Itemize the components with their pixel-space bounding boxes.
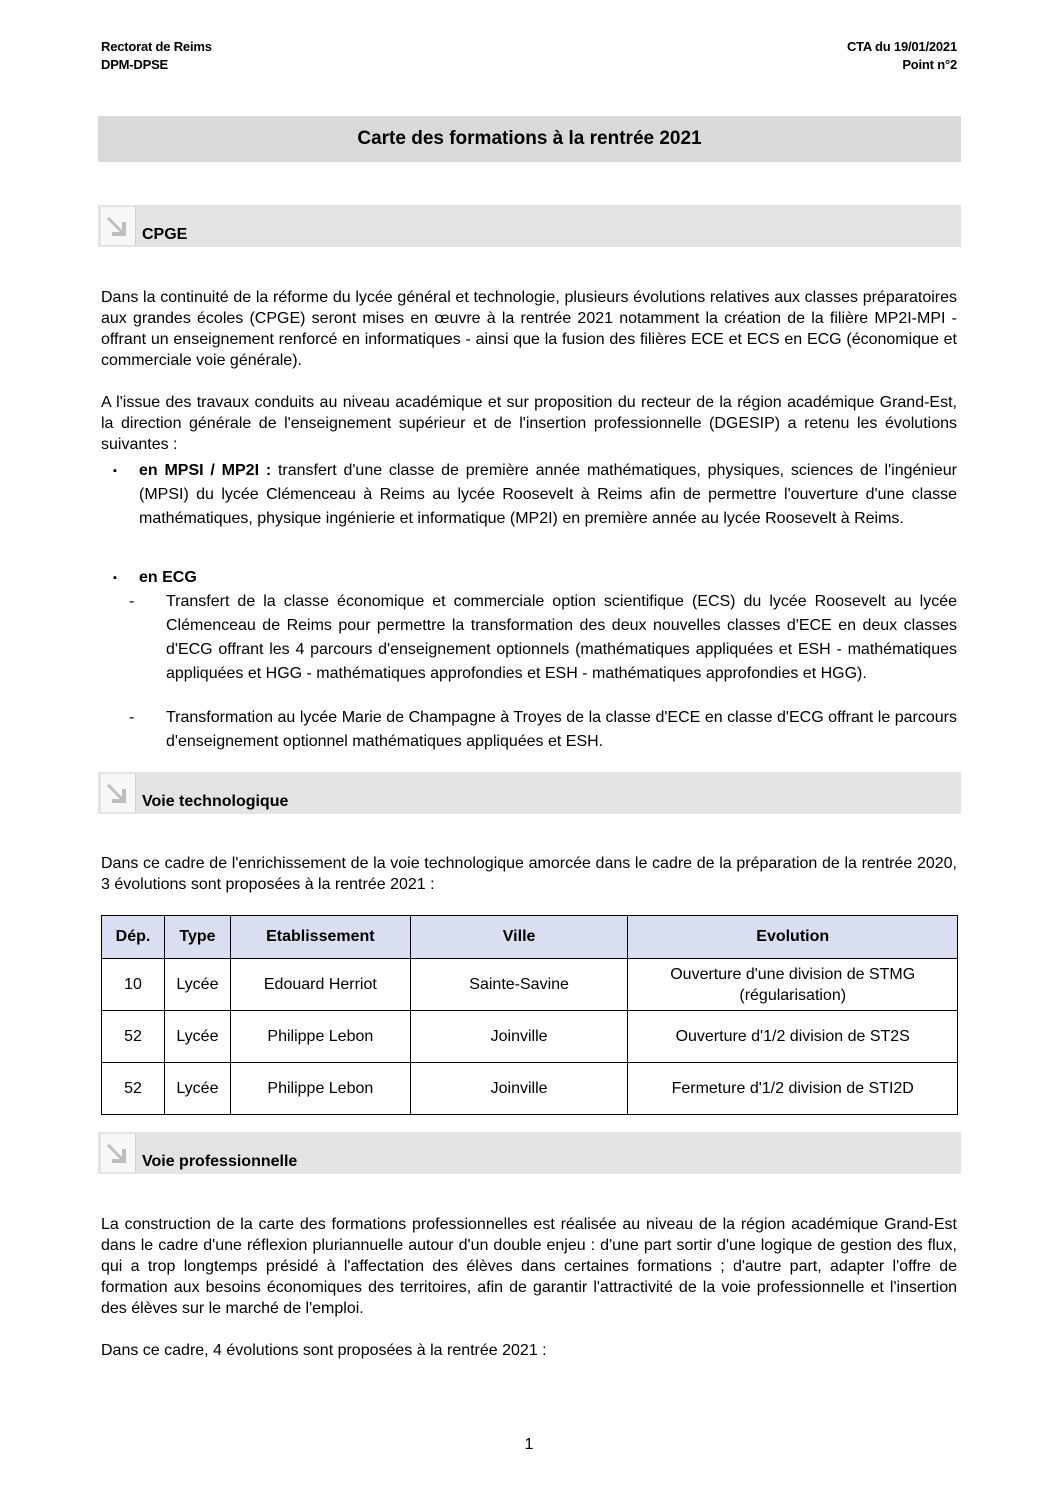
cell-evolution: Fermeture d'1/2 division de STI2D <box>628 1063 958 1115</box>
ecg-dash-item-1-text: Transfert de la classe économique et commerciale option scientifique (ECS) du lycée Roosevelt au lycée Clémenceau de Reims pour permettre la transformation des deux nouvelles classes d'ECE en deux classes d'ECG offrant les 4 parcours d'enseignement optionnels (mathématiques appliquées et ESH - mathématiques appliquées et HGG - mathématiques approfondies et ESH - mathématiques approfondies et HGG). <box>166 593 957 682</box>
bullet-mpsi-mp2i <box>101 459 957 531</box>
evolutions-table <box>101 915 958 1115</box>
cell-evolution: Ouverture d'une division de STMG (régularisation) <box>628 959 958 1011</box>
cpge-decision-paragraph: A l'issue des travaux conduits au niveau académique et sur proposition du recteur de la région académique Grand-Est, la direction générale de l'enseignement supérieur et de l'insertion professionnelle (DGESIP) a retenu les évolutions suivantes : <box>101 394 957 453</box>
cpge-intro-paragraph: Dans la continuité de la réforme du lycée général et technologie, plusieurs évolutions relatives aux classes préparatoires aux grandes écoles (CPGE) seront mises en œuvre à la rentrée 2021 notamment la création de la filière MP2I-MPI - offrant un enseignement renforcé en informatiques - ainsi que la fusion des filières ECE et ECS en ECG (économique et commerciale voie générale). <box>101 289 957 369</box>
cell-ville: Joinville <box>410 1011 628 1063</box>
cell-evolution: Ouverture d'1/2 division de ST2S <box>628 1011 958 1063</box>
bullet-mpsi-body: transfert d'une classe de première année mathématiques, physiques, sciences de l'ingénieur (MPSI) du lycée Clémenceau à Reims au lycée Roosevelt à Reims afin de permettre l'ouverture d'une classe mathématiques, physique ingénierie et informatique (MP2I) en première année au lycée Roosevelt à Reims. <box>139 462 957 527</box>
bullet-mpsi-text <box>139 459 957 531</box>
ecg-dash-item-2-text: Transformation au lycée Marie de Champagne à Troyes de la classe d'ECE en classe d'ECG offrant le parcours d'enseignement optionnel mathématiques appliquées et ESH. <box>166 709 957 750</box>
arrow-down-right-icon <box>101 774 136 812</box>
bullet-ecg-text <box>139 566 957 590</box>
col-header-evolution: Evolution <box>628 916 958 959</box>
header-left <box>101 38 212 74</box>
col-header-type: Type <box>164 916 230 959</box>
techno-intro-paragraph: Dans ce cadre de l'enrichissement de la voie technologique amorcée dans le cadre de la préparation de la rentrée 2020, 3 évolutions sont proposées à la rentrée 2021 : <box>101 855 957 893</box>
cell-dep: 10 <box>102 959 165 1011</box>
dash-marker: - <box>129 709 135 726</box>
section-header-voie-professionnelle <box>98 1132 961 1174</box>
col-header-ville: Ville <box>410 916 628 959</box>
arrow-down-right-icon <box>101 1134 136 1172</box>
bullet-ecg-label: en ECG <box>139 569 197 586</box>
cell-etablissement: Philippe Lebon <box>230 1063 410 1115</box>
table-row <box>102 1063 958 1115</box>
header-meeting-date: CTA du 19/01/2021 <box>846 39 957 54</box>
cell-type: Lycée <box>164 959 230 1011</box>
ecg-dash-item-1 <box>101 590 957 686</box>
bullet-ecg <box>101 566 957 590</box>
section-title-cpge: CPGE <box>142 226 188 243</box>
header-department: DPM-DPSE <box>101 57 169 72</box>
cell-etablissement: Philippe Lebon <box>230 1011 410 1063</box>
table-row <box>102 1011 958 1063</box>
pro-evolutions-paragraph: Dans ce cadre, 4 évolutions sont proposées à la rentrée 2021 : <box>101 1342 547 1359</box>
section-header-cpge <box>98 205 961 247</box>
cell-dep: 52 <box>102 1063 165 1115</box>
cell-type: Lycée <box>164 1011 230 1063</box>
table-row <box>102 959 958 1011</box>
bullet-mpsi-label: en MPSI / MP2I : <box>139 462 272 479</box>
cell-ville: Joinville <box>410 1063 628 1115</box>
section-title-voie-professionnelle: Voie professionnelle <box>142 1153 298 1170</box>
page-number: 1 <box>524 1436 534 1453</box>
header-institution: Rectorat de Reims <box>101 39 212 54</box>
bullet-marker: ▪ <box>113 572 117 584</box>
table-header-row <box>102 916 958 959</box>
pro-intro-paragraph: La construction de la carte des formations professionnelles est réalisée au niveau de la région académique Grand-Est dans le cadre d'une réflexion pluriannuelle autour d'un double enjeu : d'une part sortir d'une logique de gestion des flux, qui a trop longtemps présidé à l'affectation des élèves dans certaines formations ; d'autre part, adapter l'offre de formation aux besoins économiques des territoires, afin de garantir l'attractivité de la voie professionnelle et l'insertion des élèves sur le marché de l'emploi. <box>101 1216 957 1317</box>
bullet-marker: ▪ <box>113 465 117 477</box>
cell-etablissement: Edouard Herriot <box>230 959 410 1011</box>
header-right <box>847 38 957 74</box>
col-header-dep: Dép. <box>102 916 165 959</box>
document-title: Carte des formations à la rentrée 2021 <box>357 128 702 149</box>
cell-dep: 52 <box>102 1011 165 1063</box>
cell-ville: Sainte-Savine <box>410 959 628 1011</box>
dash-marker: - <box>129 593 135 610</box>
col-header-etablissement: Etablissement <box>230 916 410 959</box>
cell-type: Lycée <box>164 1063 230 1115</box>
document-title-band <box>98 116 961 162</box>
ecg-dash-item-2 <box>101 706 957 754</box>
section-header-voie-technologique <box>98 772 961 814</box>
arrow-down-right-icon <box>101 207 136 245</box>
section-title-voie-technologique: Voie technologique <box>142 793 289 810</box>
header-point-number: Point n°2 <box>902 57 957 72</box>
